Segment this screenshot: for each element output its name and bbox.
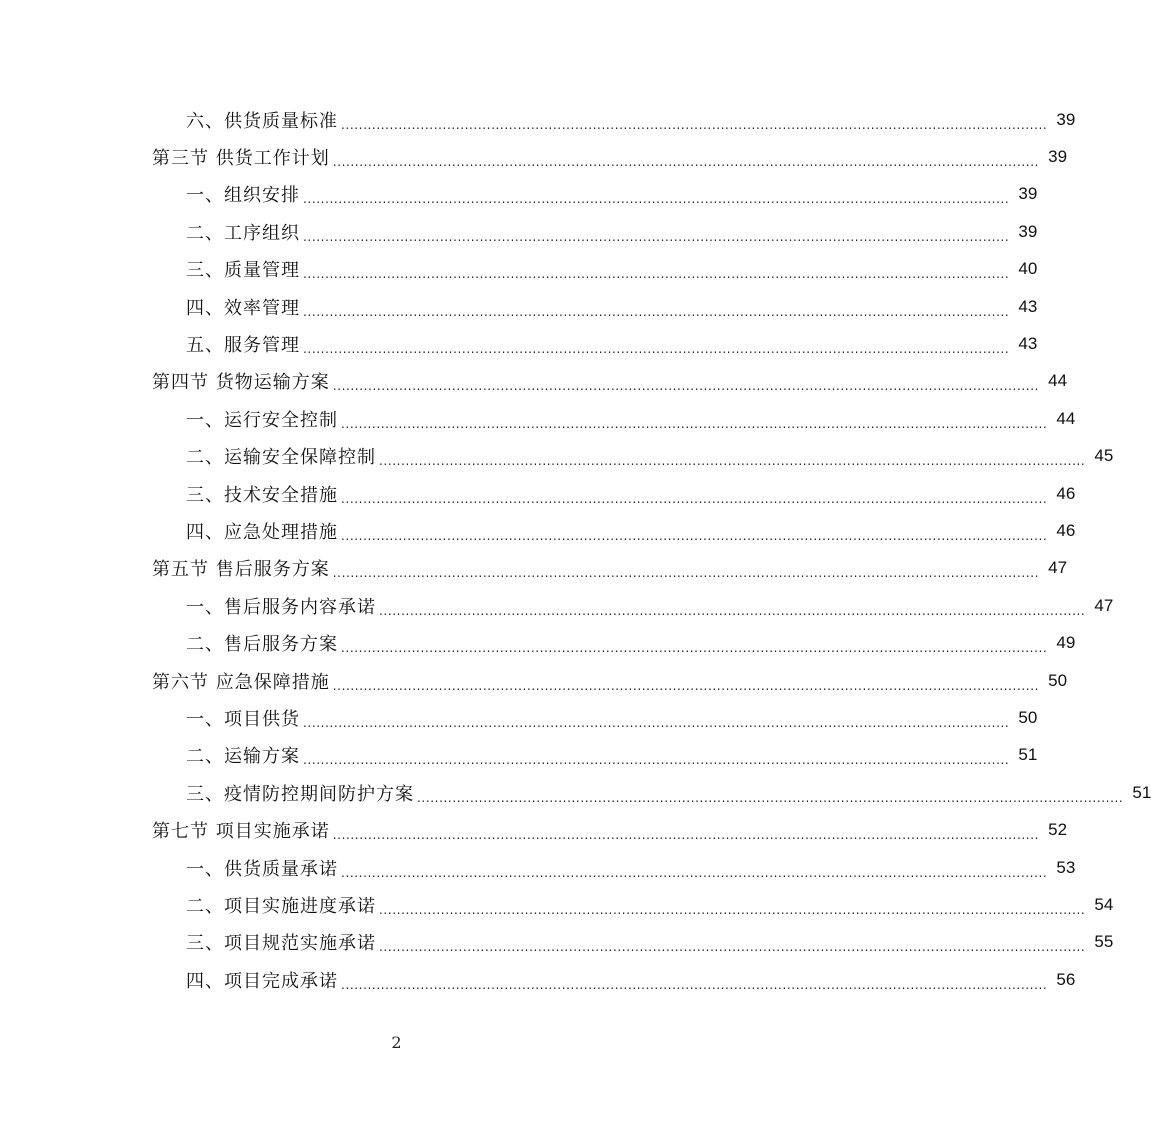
- toc-subsection-entry[interactable]: [0, 624, 1076, 661]
- toc-subsection-entry[interactable]: [0, 699, 1038, 736]
- toc-subsection-entry[interactable]: [0, 251, 1038, 288]
- toc-page-number: 44: [1056, 408, 1076, 428]
- toc-dot-leader: ................................................................................................................................................................: [379, 940, 1086, 955]
- toc-entry-title: 四、项目完成承诺: [186, 970, 338, 992]
- toc-subsection-entry[interactable]: [0, 288, 1038, 325]
- toc-entry-title: 一、运行安全控制: [186, 409, 338, 431]
- toc-dot-leader: ................................................................................................................................................................: [303, 192, 1010, 207]
- toc-subsection-entry[interactable]: [0, 924, 1114, 961]
- toc-dot-leader: ................................................................................................................................................................: [332, 379, 1040, 394]
- toc-page-number: 53: [1056, 857, 1076, 877]
- toc-subsection-entry[interactable]: [0, 512, 1076, 549]
- toc-page-number: 47: [1048, 558, 1068, 578]
- toc-page-number: 55: [1094, 932, 1114, 952]
- toc-entry-title: 一、售后服务内容承诺: [186, 596, 376, 618]
- toc-page-number: 43: [1018, 296, 1038, 316]
- toc-page-number: 39: [1048, 147, 1068, 167]
- toc-section-entry[interactable]: [0, 138, 1068, 175]
- toc-page-number: 47: [1094, 595, 1114, 615]
- toc-section-entry[interactable]: [0, 811, 1068, 848]
- toc-page-number: 39: [1018, 184, 1038, 204]
- toc-entry-title: 二、售后服务方案: [186, 634, 338, 656]
- toc-subsection-entry[interactable]: [0, 587, 1114, 624]
- toc-subsection-entry[interactable]: [0, 849, 1076, 886]
- toc-dot-leader: ................................................................................................................................................................: [341, 977, 1048, 992]
- toc-entry-title: 二、运输安全保障控制: [186, 447, 376, 469]
- toc-section-entry[interactable]: [0, 662, 1068, 699]
- toc-page-number: 50: [1018, 707, 1038, 727]
- toc-section-entry[interactable]: [0, 550, 1068, 587]
- toc-dot-leader: ................................................................................................................................................................: [303, 715, 1010, 730]
- toc-dot-leader: ................................................................................................................................................................: [379, 454, 1086, 469]
- toc-dot-leader: ................................................................................................................................................................: [332, 566, 1040, 581]
- toc-entry-title: 一、组织安排: [186, 185, 300, 207]
- toc-entry-title: 三、疫情防控期间防护方案: [186, 783, 414, 805]
- toc-entry-title: 二、工序组织: [186, 222, 300, 244]
- toc-subsection-entry[interactable]: [0, 737, 1038, 774]
- toc-entry-title: 二、项目实施进度承诺: [186, 895, 376, 917]
- toc-entry-title: 一、供货质量承诺: [186, 858, 338, 880]
- toc-page-number: 44: [1048, 371, 1068, 391]
- toc-dot-leader: ................................................................................................................................................................: [379, 902, 1086, 917]
- toc-dot-leader: ................................................................................................................................................................: [341, 416, 1048, 431]
- table-of-contents: [0, 101, 1151, 998]
- toc-page-number: 54: [1094, 894, 1114, 914]
- toc-entry-title: 四、效率管理: [186, 297, 300, 319]
- toc-page-number: 52: [1048, 820, 1068, 840]
- toc-entry-title: 二、运输方案: [186, 746, 300, 768]
- toc-entry-title: 第四节 货物运输方案: [152, 372, 330, 394]
- toc-dot-leader: ................................................................................................................................................................: [332, 678, 1040, 693]
- toc-page-number: 40: [1018, 259, 1038, 279]
- toc-dot-leader: ................................................................................................................................................................: [303, 753, 1010, 768]
- toc-entry-title: 第七节 项目实施承诺: [152, 821, 330, 843]
- toc-page-number: 49: [1056, 633, 1076, 653]
- toc-entry-title: 第五节 售后服务方案: [152, 559, 330, 581]
- toc-dot-leader: ................................................................................................................................................................: [303, 229, 1010, 244]
- toc-dot-leader: ................................................................................................................................................................: [341, 528, 1048, 543]
- toc-subsection-entry[interactable]: [0, 961, 1076, 998]
- toc-entry-title: 第六节 应急保障措施: [152, 671, 330, 693]
- toc-subsection-entry[interactable]: [0, 325, 1038, 362]
- toc-page-number: 43: [1018, 334, 1038, 354]
- toc-subsection-entry[interactable]: [0, 213, 1038, 250]
- toc-subsection-entry[interactable]: [0, 886, 1114, 923]
- toc-entry-title: 三、质量管理: [186, 260, 300, 282]
- toc-page-number: 50: [1048, 670, 1068, 690]
- toc-entry-title: 一、项目供货: [186, 708, 300, 730]
- toc-page-number: 46: [1056, 520, 1076, 540]
- toc-entry-title: 三、项目规范实施承诺: [186, 933, 376, 955]
- toc-subsection-entry[interactable]: [0, 774, 1151, 811]
- toc-dot-leader: ................................................................................................................................................................: [341, 641, 1048, 656]
- toc-subsection-entry[interactable]: [0, 475, 1076, 512]
- toc-subsection-entry[interactable]: [0, 101, 1076, 138]
- toc-page-number: 39: [1018, 221, 1038, 241]
- toc-page-number: 51: [1018, 745, 1038, 765]
- toc-subsection-entry[interactable]: [0, 438, 1114, 475]
- toc-page-number: 39: [1056, 109, 1076, 129]
- toc-entry-title: 第三节 供货工作计划: [152, 148, 330, 170]
- toc-page-number: 45: [1094, 446, 1114, 466]
- toc-dot-leader: ................................................................................................................................................................: [332, 155, 1040, 170]
- toc-dot-leader: ................................................................................................................................................................: [379, 603, 1086, 618]
- toc-subsection-entry[interactable]: [0, 176, 1038, 213]
- toc-dot-leader: ................................................................................................................................................................: [341, 491, 1048, 506]
- toc-dot-leader: ................................................................................................................................................................: [303, 267, 1010, 282]
- toc-subsection-entry[interactable]: [0, 400, 1076, 437]
- toc-entry-title: 三、技术安全措施: [186, 484, 338, 506]
- toc-page-number: 56: [1056, 969, 1076, 989]
- toc-dot-leader: ................................................................................................................................................................: [341, 865, 1048, 880]
- toc-section-entry[interactable]: [0, 363, 1068, 400]
- toc-dot-leader: ................................................................................................................................................................: [417, 790, 1124, 805]
- toc-page-number: 46: [1056, 483, 1076, 503]
- toc-page-number: 51: [1132, 782, 1151, 802]
- toc-dot-leader: ................................................................................................................................................................: [303, 342, 1010, 357]
- toc-dot-leader: ................................................................................................................................................................: [332, 828, 1040, 843]
- toc-entry-title: 五、服务管理: [186, 335, 300, 357]
- toc-dot-leader: ................................................................................................................................................................: [303, 304, 1010, 319]
- toc-dot-leader: ................................................................................................................................................................: [341, 117, 1048, 132]
- toc-entry-title: 六、供货质量标准: [186, 110, 338, 132]
- toc-entry-title: 四、应急处理措施: [186, 521, 338, 543]
- page-number: 2: [391, 1033, 402, 1052]
